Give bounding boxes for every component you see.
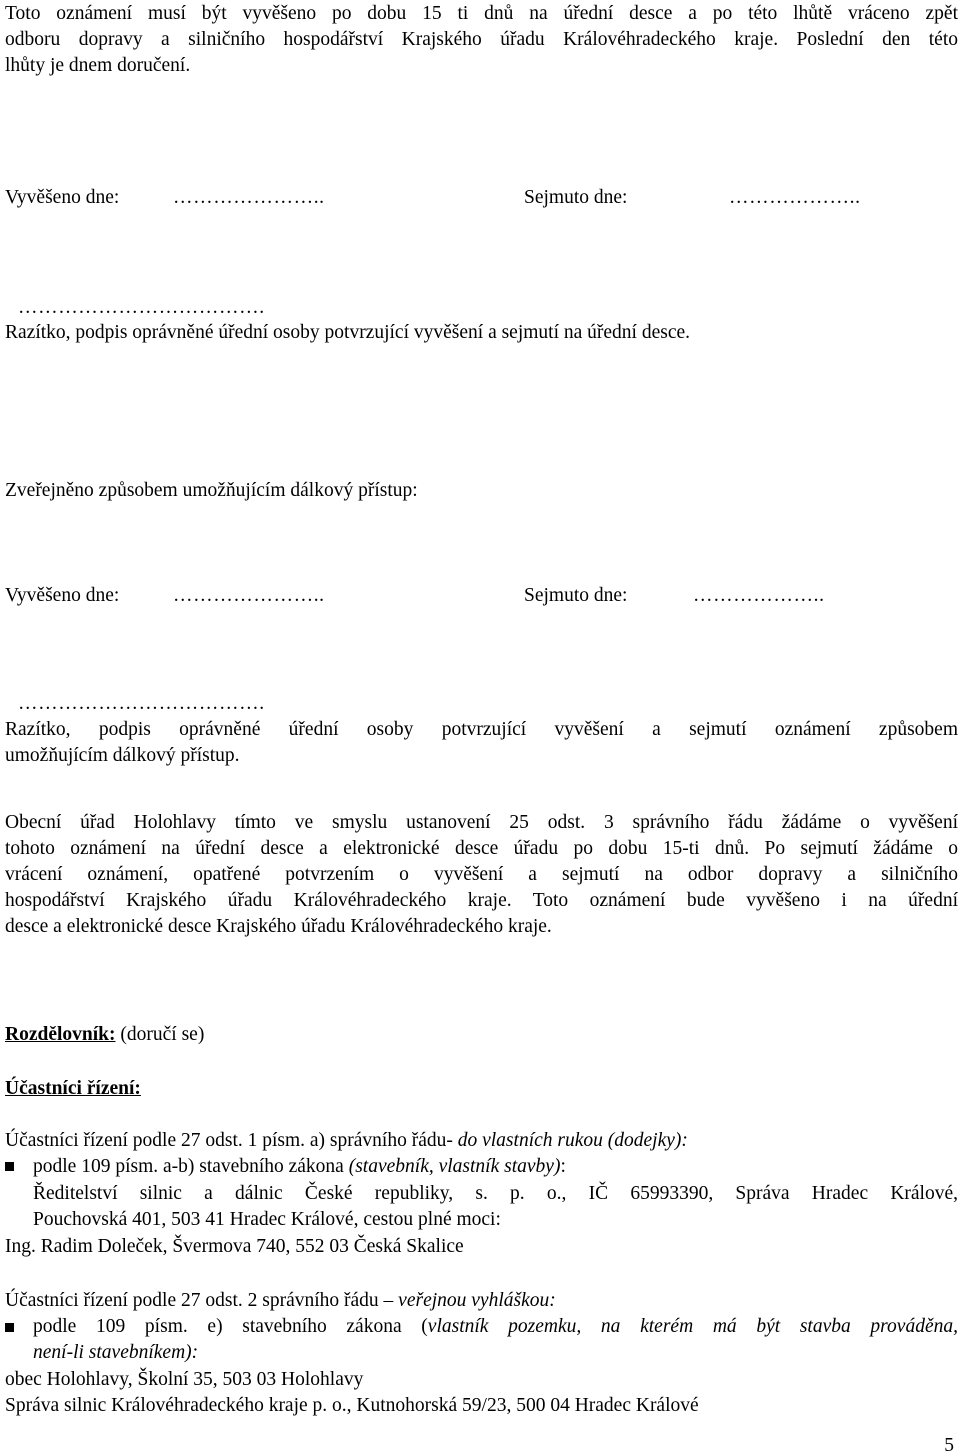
group2-bullet-line-1	[33, 1317, 958, 1337]
intro-line-1: Toto oznámení musí být vyvěšeno po dobu 15 ti dnů na úřední desce a po této lhůtě vráceno zpět	[5, 3, 958, 24]
distribution-heading: Rozdělovník:	[5, 1024, 116, 1045]
remote-removed-label: Sejmuto dne:	[524, 585, 628, 606]
group1-title-plain: Účastníci řízení podle 27 odst. 1 písm. a) správního řádu-	[5, 1130, 458, 1151]
remote-removed-date-blank: ………………..	[693, 585, 825, 606]
posted-label: Vyvěšeno dne:	[5, 187, 120, 208]
signature-caption: Razítko, podpis oprávněné úřední osoby potvrzující vyvěšení a sejmutí na úřední desce.	[5, 322, 691, 343]
group1-proxy: Ing. Radim Doleček, Švermova 740, 552 03 Česká Skalice	[5, 1236, 464, 1257]
removed-date-blank: ………………..	[729, 187, 861, 208]
remote-signature-caption-1: Razítko, podpis oprávněné úřední osoby potvrzující vyvěšení a sejmutí oznámení způsobem	[5, 719, 958, 740]
request-line-5: desce a elektronické desce Krajského úřadu Královéhradeckého kraje.	[5, 916, 552, 937]
intro-line-2: odboru dopravy a silničního hospodářství Krajského úřadu Královéhradeckého kraje. Poslední den této	[5, 29, 958, 50]
participants-heading: Účastníci řízení:	[5, 1078, 141, 1099]
group1-bullet-tail: :	[560, 1156, 566, 1177]
group2-bullet-italic-1: vlastník pozemku, na kterém má být stavba prováděna,	[427, 1316, 958, 1337]
intro-line-3: lhůty je dnem doručení.	[5, 55, 191, 76]
group2-bullet-plain: podle 109 písm. e) stavebního zákona (	[33, 1316, 428, 1337]
distribution-heading-line	[5, 1025, 204, 1045]
document-page	[5, 0, 958, 1456]
request-line-2: tohoto oznámení na úřední desce a elektronické desce úřadu po dobu 15-ti dnů. Po sejmutí žádáme o	[5, 838, 958, 859]
group2-bullet-line-2: není-li stavebníkem):	[33, 1342, 199, 1363]
remote-signature-blank: ……………………………….	[18, 693, 265, 714]
group1-title-italic: do vlastních rukou (dodejky):	[457, 1130, 688, 1151]
remote-heading: Zveřejněno způsobem umožňujícím dálkový přístup:	[5, 480, 418, 501]
request-line-4: hospodářství Krajského úřadu Královéhradeckého kraje. Toto oznámení bude vyvěšeno i na úřední	[5, 890, 958, 911]
group2-title-italic: veřejnou vyhláškou:	[398, 1290, 556, 1311]
square-bullet-icon	[5, 1162, 14, 1171]
group2-title-plain: Účastníci řízení podle 27 odst. 2 správního řádu –	[5, 1290, 399, 1311]
request-line-3: vrácení oznámení, opatřené potvrzením o vyvěšení a sejmutí na odbor dopravy a silničního	[5, 864, 958, 885]
remote-posted-label: Vyvěšeno dne:	[5, 585, 120, 606]
distribution-heading-note: (doručí se)	[115, 1024, 205, 1045]
group1-bullet-plain: podle 109 písm. a-b) stavebního zákona	[33, 1156, 349, 1177]
square-bullet-icon	[5, 1323, 14, 1332]
remote-posted-date-blank: …………………..	[173, 585, 325, 606]
removed-label: Sejmuto dne:	[524, 187, 628, 208]
posted-date-blank: …………………..	[173, 187, 325, 208]
remote-signature-caption-2: umožňujícím dálkový přístup.	[5, 745, 240, 766]
group1-bullet-italic: (stavebník, vlastník stavby)	[348, 1156, 561, 1177]
group1-title	[5, 1131, 688, 1151]
page-number: 5	[944, 1435, 954, 1456]
request-line-1: Obecní úřad Holohlavy tímto ve smyslu ustanovení 25 odst. 3 správního řádu žádáme o vyvěšení	[5, 812, 958, 833]
group1-entity-line-1: Ředitelství silnic a dálnic České republiky, s. p. o., IČ 65993390, Správa Hradec Králové,	[33, 1183, 958, 1204]
group1-entity-line-2: Pouchovská 401, 503 41 Hradec Králové, cestou plné moci:	[33, 1209, 501, 1230]
group1-bullet-text	[33, 1157, 566, 1177]
group2-title	[5, 1291, 556, 1311]
group2-entity-1: obec Holohlavy, Školní 35, 503 03 Holohlavy	[5, 1369, 364, 1390]
signature-blank: ……………………………….	[18, 297, 265, 318]
group2-entity-2: Správa silnic Královéhradeckého kraje p. o., Kutnohorská 59/23, 500 04 Hradec Králové	[5, 1395, 699, 1416]
